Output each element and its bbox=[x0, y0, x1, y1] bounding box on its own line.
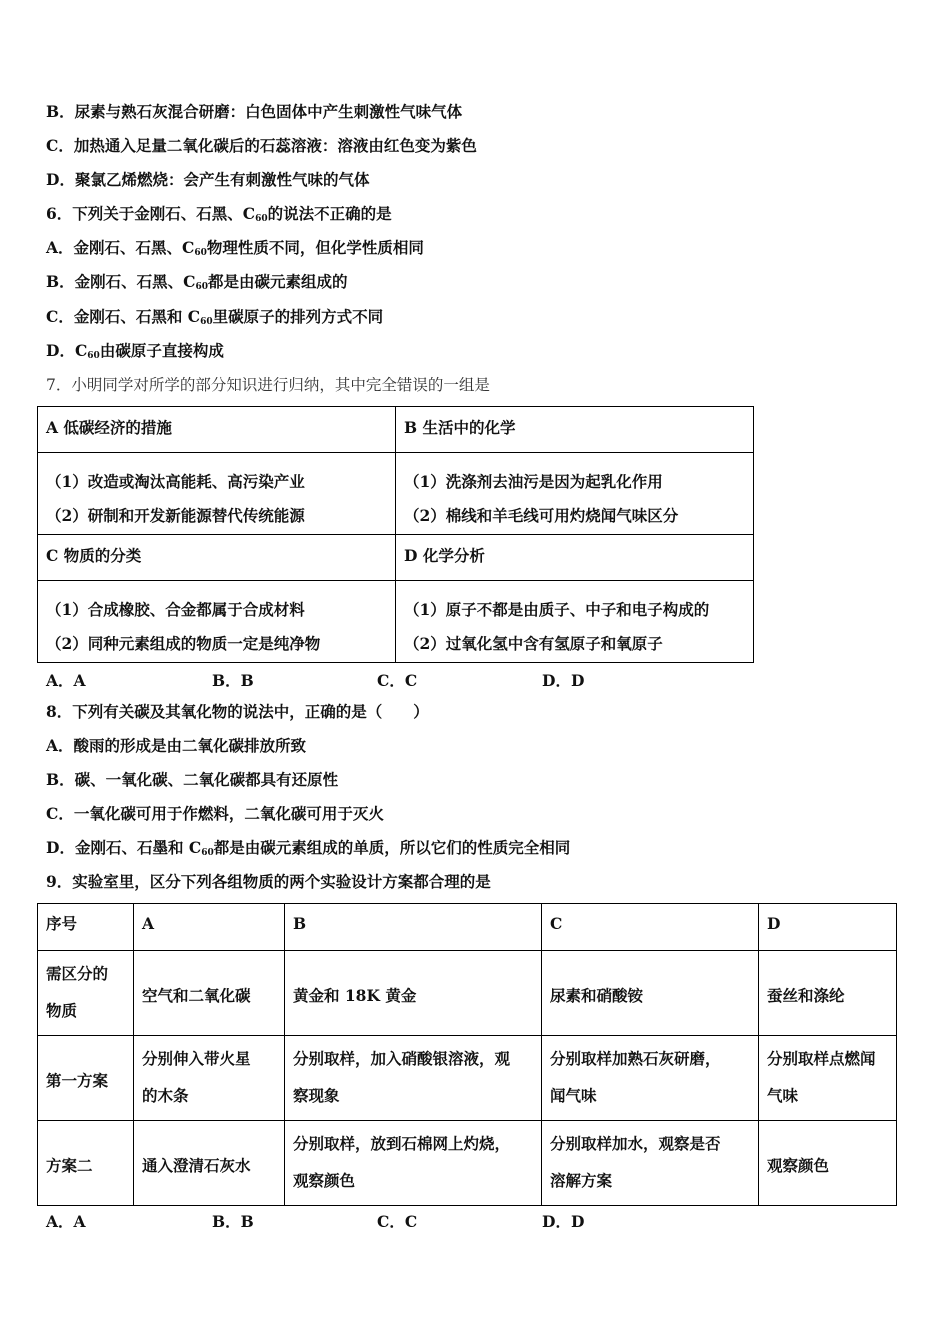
q9-row3-c-line2: 溶解方案 bbox=[550, 1171, 613, 1190]
q9-answer-b[interactable]: B．B bbox=[212, 1212, 254, 1231]
q7-b-item-1: （1）洗涤剂去油污是因为起乳化作用 bbox=[404, 472, 663, 491]
q9-stem: 9．实验室里，区分下列各组物质的两个实验设计方案都合理的是 bbox=[46, 872, 491, 891]
q7-c-content bbox=[38, 581, 396, 663]
q9-row2-d-line2: 气味 bbox=[767, 1086, 799, 1105]
q9-answer-a[interactable]: A．A bbox=[46, 1212, 86, 1231]
q9-header-d: D bbox=[759, 904, 897, 951]
q7-a-content bbox=[38, 453, 396, 535]
q7-c-item-2: （2）同种元素组成的物质一定是纯净物 bbox=[46, 634, 321, 653]
q7-stem: 7．小明同学对所学的部分知识进行归纳，其中完全错误的一组是 bbox=[46, 376, 490, 394]
q9-row3-c-line1: 分别取样加水，观察是否 bbox=[550, 1134, 721, 1153]
q9-row3-b bbox=[285, 1121, 542, 1206]
q7-d-title: D 化学分析 bbox=[396, 535, 754, 581]
q9-row2-b-line1: 分别取样，加入硝酸银溶液，观 bbox=[293, 1049, 511, 1068]
q5-option-c: C．加热通入足量二氧化碳后的石蕊溶液：溶液由红色变为紫色 bbox=[46, 136, 477, 155]
q7-c-title: C 物质的分类 bbox=[38, 535, 396, 581]
q9-row2-c-line2: 闻气味 bbox=[550, 1086, 597, 1105]
q7-answer-b[interactable]: B．B bbox=[212, 671, 254, 690]
q9-row2-a bbox=[134, 1036, 285, 1121]
q5-option-d: D．聚氯乙烯燃烧：会产生有刺激性气味的气体 bbox=[46, 170, 370, 189]
q8-option-d: D．金刚石、石墨和 $C_{60}$都是由碳元素组成的单质，所以它们的性质完全相同 bbox=[46, 838, 571, 858]
q6-stem: 6．下列关于金刚石、石黑、$C_{60}$的说法不正确的是 bbox=[46, 204, 392, 224]
q6-option-b: B．金刚石、石黑、$C_{60}$都是由碳元素组成的 bbox=[46, 272, 348, 292]
q8-option-a: A．酸雨的形成是由二氧化碳排放所致 bbox=[46, 736, 307, 755]
q9-row3-d: 观察颜色 bbox=[759, 1121, 897, 1206]
q6-option-a: A．金刚石、石黑、$C_{60}$物理性质不同，但化学性质相同 bbox=[46, 238, 424, 258]
q9-row1-label bbox=[38, 951, 134, 1036]
q7-b-content bbox=[396, 453, 754, 535]
q9-header-a: A bbox=[134, 904, 285, 951]
q8-option-b: B．碳、一氧化碳、二氧化碳都具有还原性 bbox=[46, 770, 339, 789]
q9-row1-label-line1: 需区分的 bbox=[46, 964, 109, 983]
q7-a-item-2: （2）研制和开发新能源替代传统能源 bbox=[46, 506, 305, 525]
q9-row1-c: 尿素和硝酸铵 bbox=[542, 951, 759, 1036]
q9-row2-label: 第一方案 bbox=[38, 1036, 134, 1121]
q5-option-b: B．尿素与熟石灰混合研磨：白色固体中产生刺激性气味气体 bbox=[46, 102, 463, 121]
q9-header-index: 序号 bbox=[38, 904, 134, 951]
q6-option-c: C．金刚石、石黑和 $C_{60}$里碳原子的排列方式不同 bbox=[46, 307, 384, 327]
q9-row3-label: 方案二 bbox=[38, 1121, 134, 1206]
q8-stem: 8．下列有关碳及其氧化物的说法中，正确的是（ ） bbox=[46, 702, 429, 721]
q7-answer-a[interactable]: A．A bbox=[46, 671, 86, 690]
q9-row2-d-line1: 分别取样点燃闻 bbox=[767, 1049, 876, 1068]
q9-row2-b-line2: 察现象 bbox=[293, 1086, 340, 1105]
q9-row2-b bbox=[285, 1036, 542, 1121]
q9-row2-c-line1: 分别取样加熟石灰研磨， bbox=[550, 1049, 721, 1068]
q9-header-c: C bbox=[542, 904, 759, 951]
q7-b-item-2: （2）棉线和羊毛线可用灼烧闻气味区分 bbox=[404, 506, 679, 525]
q7-d-content bbox=[396, 581, 754, 663]
q9-row1-label-line2: 物质 bbox=[46, 1001, 78, 1020]
q7-answer-c[interactable]: C．C bbox=[377, 671, 418, 690]
q9-row1-a: 空气和二氧化碳 bbox=[134, 951, 285, 1036]
q9-row3-a: 通入澄清石灰水 bbox=[134, 1121, 285, 1206]
q7-b-title: B 生活中的化学 bbox=[396, 407, 754, 453]
q7-a-item-1: （1）改造或淘汰高能耗、高污染产业 bbox=[46, 472, 305, 491]
q8-option-c: C．一氧化碳可用于作燃料，二氧化碳可用于灭火 bbox=[46, 804, 384, 823]
q9-row3-c bbox=[542, 1121, 759, 1206]
q9-row2-c bbox=[542, 1036, 759, 1121]
q9-answer-c[interactable]: C．C bbox=[377, 1212, 418, 1231]
q9-row1-b: 黄金和 18K 黄金 bbox=[285, 951, 542, 1036]
q9-header-b: B bbox=[285, 904, 542, 951]
q9-row2-d bbox=[759, 1036, 897, 1121]
q9-row2-a-line2: 的木条 bbox=[142, 1086, 189, 1105]
q9-row3-b-line1: 分别取样，放到石棉网上灼烧， bbox=[293, 1134, 511, 1153]
q9-row3-b-line2: 观察颜色 bbox=[293, 1171, 356, 1190]
q9-row2-a-line1: 分别伸入带火星 bbox=[142, 1049, 251, 1068]
q9-answer-d[interactable]: D．D bbox=[542, 1212, 585, 1231]
q9-row1-d: 蚕丝和涤纶 bbox=[759, 951, 897, 1036]
q7-a-title: A 低碳经济的措施 bbox=[38, 407, 396, 453]
q7-c-item-1: （1）合成橡胶、合金都属于合成材料 bbox=[46, 600, 305, 619]
q7-d-item-2: （2）过氧化氢中含有氢原子和氧原子 bbox=[404, 634, 663, 653]
q9-table bbox=[37, 903, 897, 1206]
q7-d-item-1: （1）原子不都是由质子、中子和电子构成的 bbox=[404, 600, 710, 619]
q7-table bbox=[37, 406, 754, 663]
q6-option-d: D．$C_{60}$由碳原子直接构成 bbox=[46, 341, 224, 361]
q7-answer-d[interactable]: D．D bbox=[542, 671, 585, 690]
